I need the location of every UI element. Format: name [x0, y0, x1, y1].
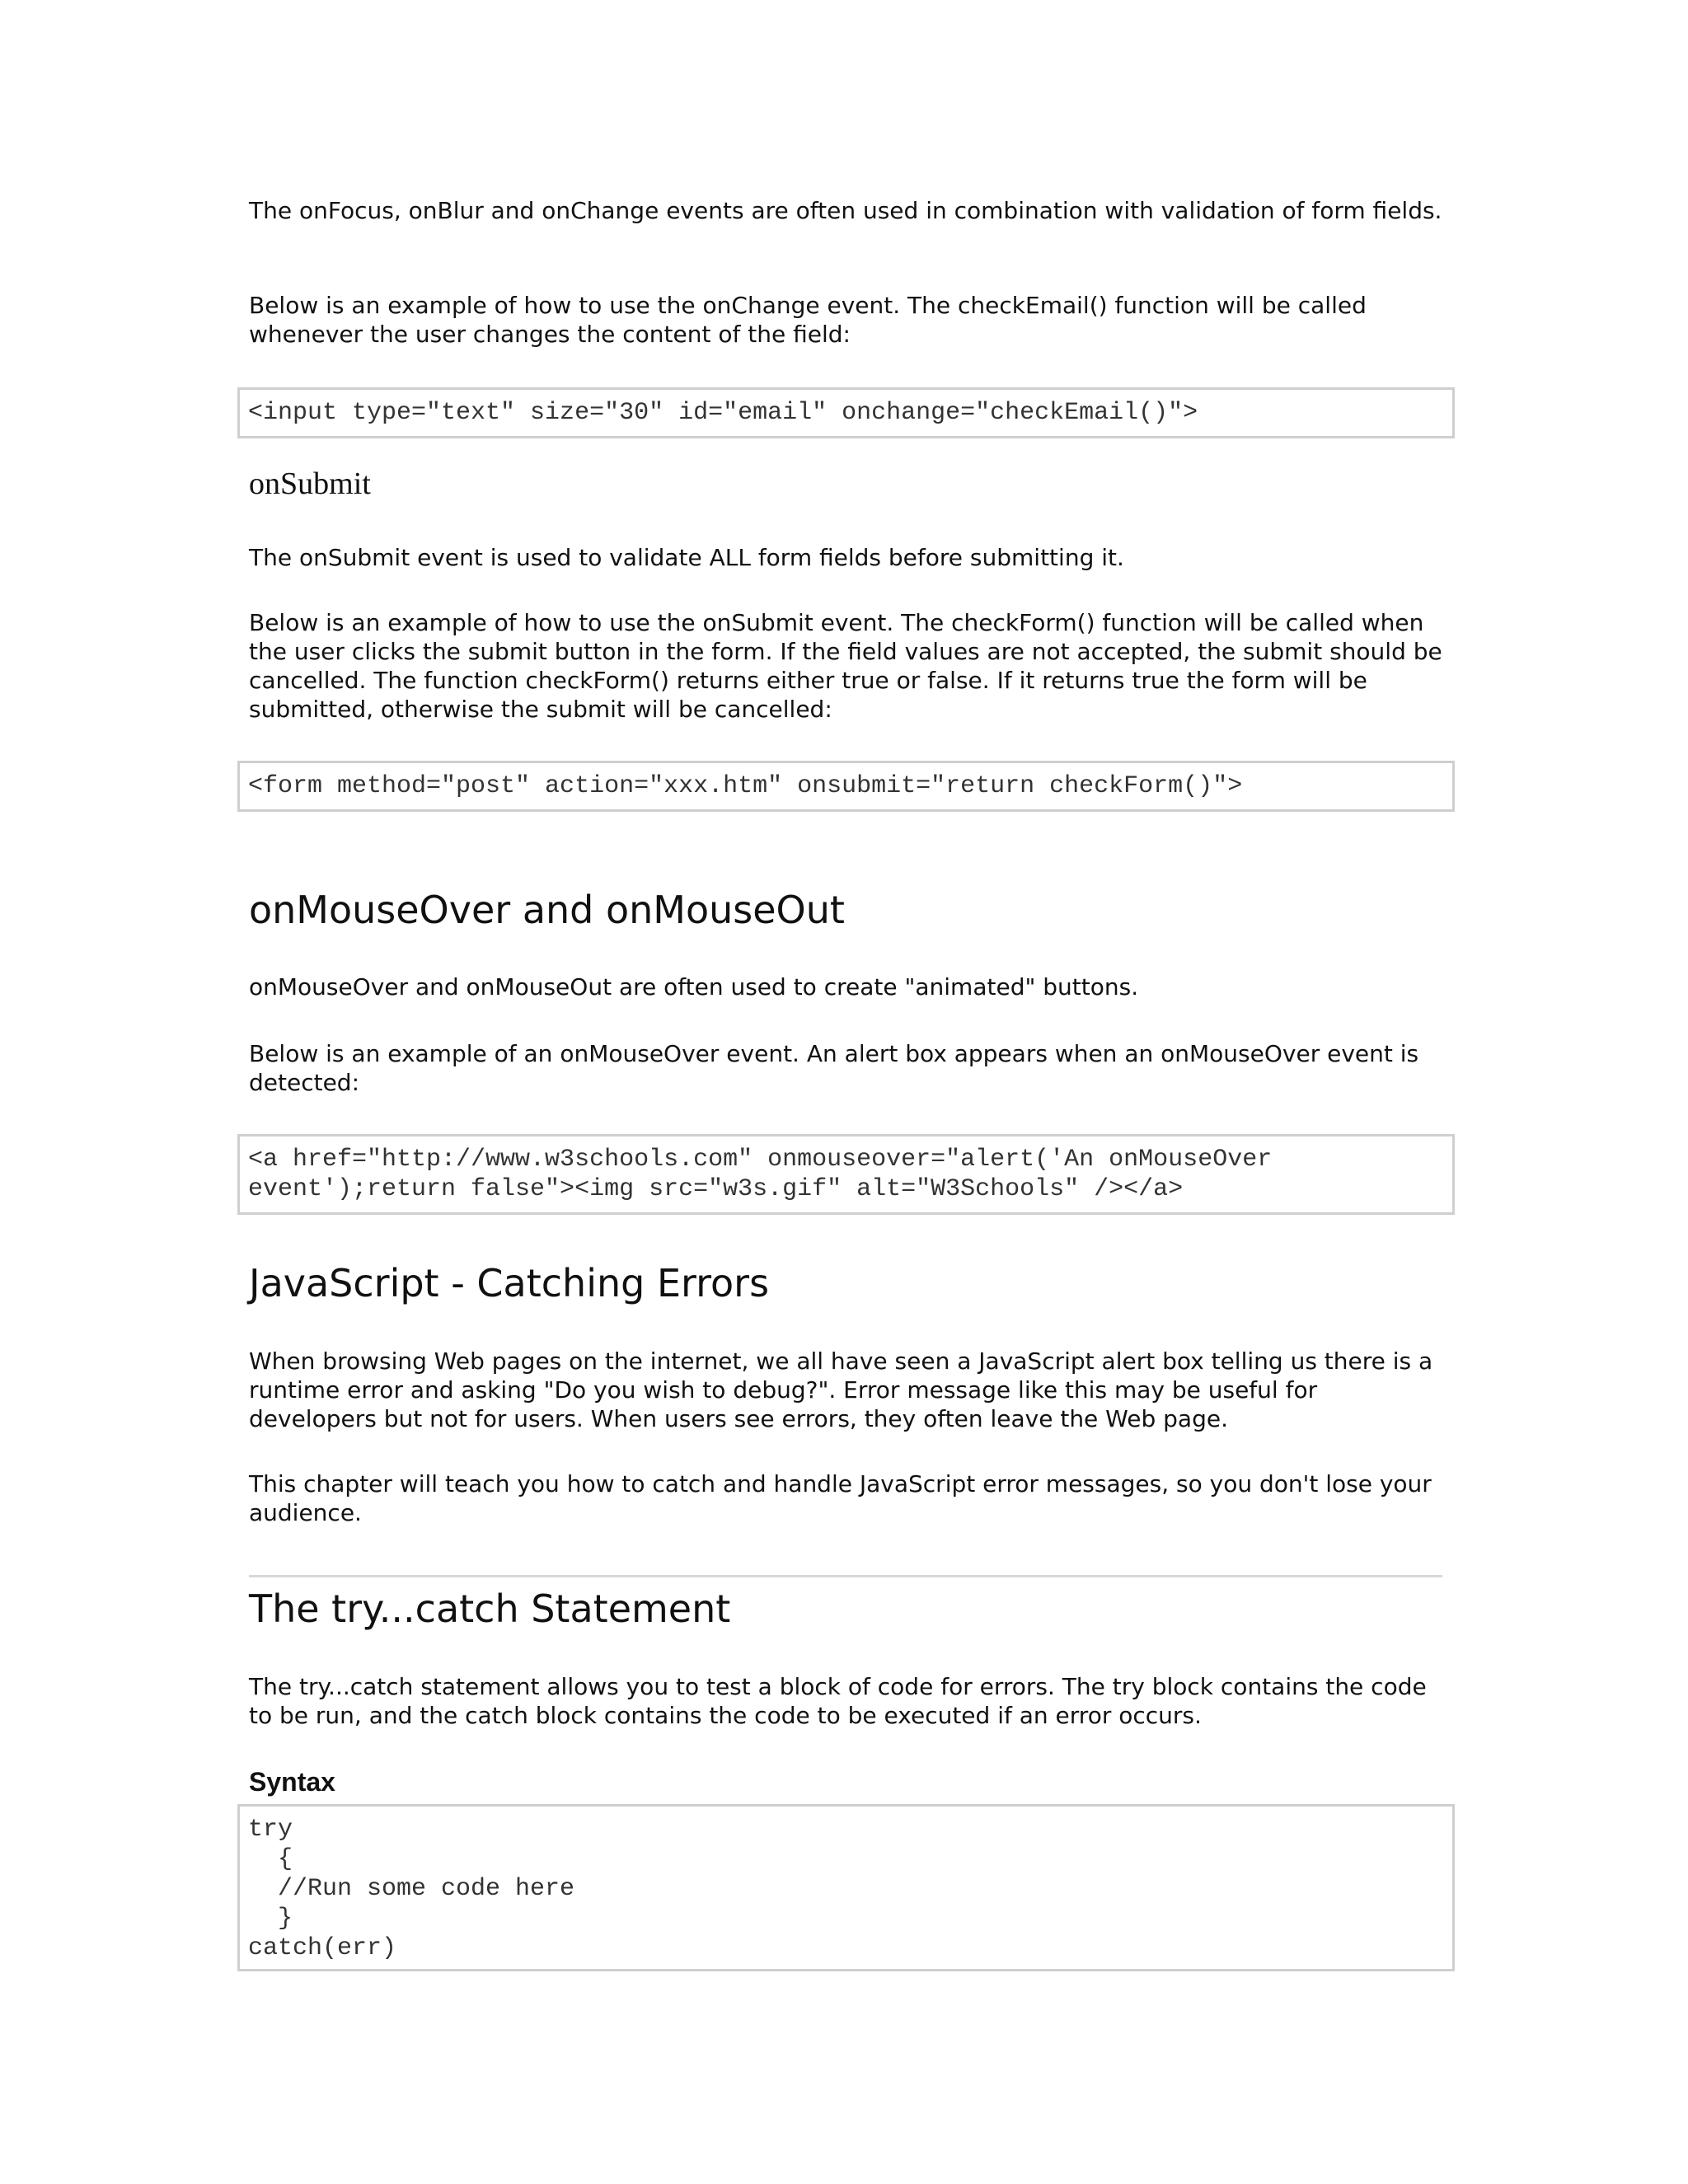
code-box-onmouseover: <a href="http://www.w3schools.com" onmouseover="alert('An onMouseOver event');return false"><img src="w3s.gif" alt="W3Schools" /></a> — [237, 1134, 1455, 1215]
paragraph-onsubmit-example: Below is an example of how to use the onSubmit event. The checkForm() function will be called when the user clicks the submit button in the form. If the field values are not accepted, the submit should be cancelled. The function checkForm() returns either true or false. If it returns true the form will be submitted, otherwise the submit will be cancelled: — [249, 609, 1442, 723]
paragraph-validation-intro: The onFocus, onBlur and onChange events are often used in combination with validation of form fields. — [249, 197, 1442, 224]
paragraph-try-catch-intro: The try...catch statement allows you to test a block of code for errors. The try block contains the code to be run, and the catch block contains the code to be executed if an error occurs. — [249, 1673, 1427, 1729]
section-divider — [249, 1575, 1442, 1577]
paragraph-onsubmit-intro: The onSubmit event is used to validate ALL form fields before submitting it. — [249, 544, 1124, 571]
heading-try-catch: The try...catch Statement — [249, 1586, 731, 1631]
paragraph-errors-intro: When browsing Web pages on the internet, we all have seen a JavaScript alert box telling us there is a runtime error and asking "Do you wish to debug?". Error message like this may be useful for developers but not for users. When users see errors, they often leave the Web page. — [249, 1347, 1433, 1432]
paragraph-mouse-intro: onMouseOver and onMouseOut are often used to create "animated" buttons. — [249, 973, 1139, 1001]
code-box-onchange: <input type="text" size="30" id="email" onchange="checkEmail()"> — [237, 387, 1455, 438]
heading-onsubmit: onSubmit — [249, 466, 371, 501]
code-box-onsubmit: <form method="post" action="xxx.htm" onsubmit="return checkForm()"> — [237, 761, 1455, 812]
heading-syntax: Syntax — [249, 1767, 335, 1797]
heading-onmouseover-onmouseout: onMouseOver and onMouseOut — [249, 888, 845, 932]
paragraph-mouseover-example: Below is an example of an onMouseOver event. An alert box appears when an onMouseOver event is detected: — [249, 1040, 1419, 1096]
heading-catching-errors: JavaScript - Catching Errors — [249, 1261, 770, 1305]
code-box-syntax: try { //Run some code here } catch(err) — [237, 1804, 1455, 1971]
paragraph-onchange-example: Below is an example of how to use the onChange event. The checkEmail() function will be called whenever the user changes the content of the field: — [249, 292, 1367, 348]
paragraph-chapter-intro: This chapter will teach you how to catch and handle JavaScript error messages, so you don't lose your audience. — [249, 1470, 1432, 1526]
